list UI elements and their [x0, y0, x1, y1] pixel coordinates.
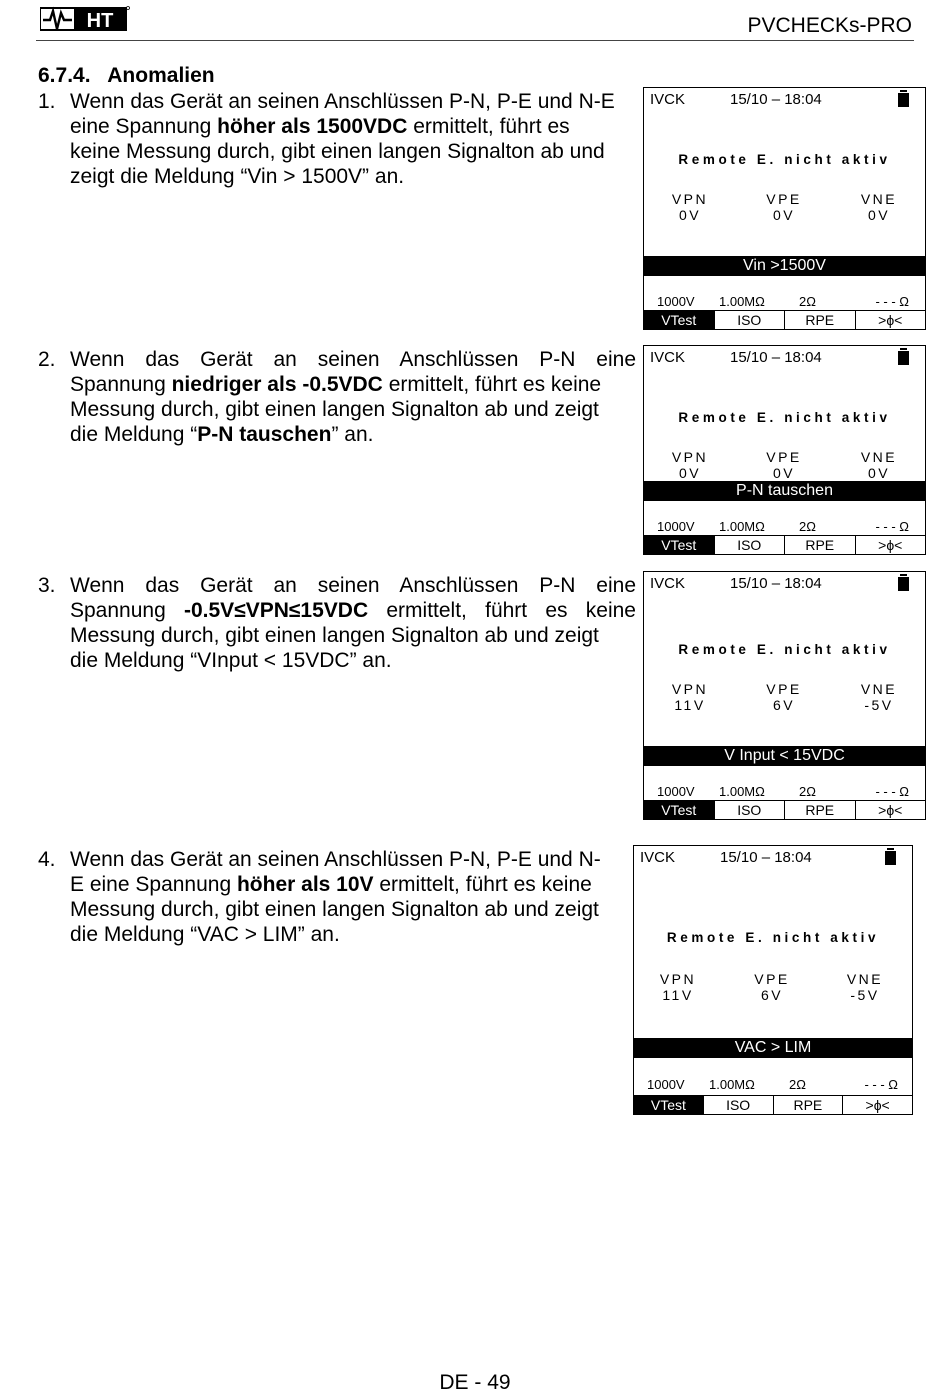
softkey-vtest[interactable]: VTest: [644, 311, 714, 329]
vpe-value: 0V: [772, 465, 796, 481]
vpn-value: 0V: [678, 207, 702, 223]
vpn-value: 0V: [678, 465, 702, 481]
ht-logo: [40, 4, 130, 34]
softkey-phase[interactable]: >ϕ<: [855, 536, 926, 554]
instrument-screen: [643, 345, 926, 555]
softkey-rpe[interactable]: RPE: [784, 311, 855, 329]
remote-status: Remote E. nicht aktiv: [678, 410, 891, 425]
vpe-value: 0V: [772, 207, 796, 223]
datetime-label: 15/10 – 18:04: [720, 849, 812, 866]
vne-value: 0V: [867, 207, 891, 223]
vpe-label: VPE: [766, 449, 802, 465]
svg-text:HT: HT: [86, 10, 114, 32]
softkey-phase[interactable]: >ϕ<: [855, 311, 926, 329]
list-item-text: Wenn das Gerät an seinen Anschlüssen P-N eine Spannung niedriger als -0.5VDC ermittelt, führt es keine Messung durch, gibt einen langen Signalton ab und zeigt die Meldung “P-N tauschen” an.: [70, 348, 636, 446]
softkey-rpe[interactable]: RPE: [784, 801, 855, 819]
vpe-label: VPE: [766, 191, 802, 207]
list-item-text: Wenn das Gerät an seinen Anschlüssen P-N eine Spannung -0.5V≤VPN≤15VDC ermittelt, führt es keine Messung durch, gibt einen langen Signalton ab und zeigt die Meldung “VInput < 15VDC” an.: [70, 574, 636, 672]
error-message-bar: P-N tauschen: [644, 481, 925, 501]
list-item-number: 3.: [38, 574, 56, 597]
remote-status: Remote E. nicht aktiv: [678, 642, 891, 657]
softkey-bar: [644, 535, 925, 554]
battery-icon: [898, 351, 909, 365]
parameter-row: 1000V 1.00MΩ 2Ω - - - Ω: [657, 294, 909, 309]
vne-value: 0V: [867, 465, 891, 481]
parameter-row: 1000V 1.00MΩ 2Ω - - - Ω: [657, 519, 909, 534]
mode-label: IVCK: [650, 349, 686, 366]
softkey-phase[interactable]: >ϕ<: [842, 1096, 912, 1114]
parameter-row: 1000V 1.00MΩ 2Ω - - - Ω: [647, 1077, 898, 1092]
page-number: DE - 49: [439, 1371, 511, 1394]
document-title: PVCHECKs-PRO: [747, 14, 912, 37]
parameter-row: 1000V 1.00MΩ 2Ω - - - Ω: [657, 784, 909, 799]
softkey-rpe[interactable]: RPE: [773, 1096, 843, 1114]
vpn-label: VPN: [671, 191, 709, 207]
vpn-value: 11V: [662, 987, 694, 1003]
vne-value: -5V: [864, 697, 894, 713]
softkey-phase[interactable]: >ϕ<: [855, 801, 926, 819]
section-heading: 6.7.4. Anomalien: [38, 64, 215, 87]
vpn-label: VPN: [671, 681, 709, 697]
vne-label: VNE: [860, 681, 898, 697]
softkey-iso[interactable]: ISO: [714, 536, 785, 554]
battery-icon: [898, 577, 909, 591]
mode-label: IVCK: [650, 575, 686, 592]
header-divider: [36, 40, 914, 41]
mode-label: IVCK: [640, 849, 676, 866]
softkey-iso[interactable]: ISO: [714, 311, 785, 329]
list-item-text: Wenn das Gerät an seinen Anschlüssen P-N, P-E und N- E eine Spannung höher als 10V ermittelt, führt es keine Messung durch, gibt einen langen Signalton ab und zeigt die Meldung “VAC > LIM” an.: [70, 848, 601, 946]
softkey-vtest[interactable]: VTest: [634, 1096, 703, 1114]
softkey-vtest[interactable]: VTest: [644, 536, 714, 554]
datetime-label: 15/10 – 18:04: [730, 575, 822, 592]
vpn-label: VPN: [671, 449, 709, 465]
softkey-vtest[interactable]: VTest: [644, 801, 714, 819]
remote-status: Remote E. nicht aktiv: [666, 930, 880, 945]
softkey-iso[interactable]: ISO: [703, 1096, 773, 1114]
vpe-label: VPE: [766, 681, 802, 697]
list-item-number: 4.: [38, 848, 56, 871]
error-message-bar: VAC > LIM: [634, 1038, 912, 1058]
softkey-bar: [644, 800, 925, 819]
list-item-number: 1.: [38, 90, 56, 113]
error-message-bar: V Input < 15VDC: [644, 746, 925, 766]
vpe-value: 6V: [760, 987, 784, 1003]
vne-label: VNE: [860, 191, 898, 207]
softkey-bar: [634, 1095, 912, 1114]
list-item-number: 2.: [38, 348, 56, 371]
vpn-value: 11V: [674, 697, 706, 713]
remote-status: Remote E. nicht aktiv: [678, 152, 891, 167]
vne-label: VNE: [860, 449, 898, 465]
vpe-label: VPE: [754, 971, 790, 987]
error-message-bar: Vin >1500V: [644, 256, 925, 276]
vne-label: VNE: [846, 971, 884, 987]
softkey-rpe[interactable]: RPE: [784, 536, 855, 554]
datetime-label: 15/10 – 18:04: [730, 349, 822, 366]
battery-icon: [898, 93, 909, 107]
list-item-text: Wenn das Gerät an seinen Anschlüssen P-N, P-E und N-E eine Spannung höher als 1500VDC ermittelt, führt es keine Messung durch, gibt einen langen Signalton ab und zeigt die Meldung “Vin > 1500V” an.: [70, 90, 615, 188]
datetime-label: 15/10 – 18:04: [730, 91, 822, 108]
softkey-iso[interactable]: ISO: [714, 801, 785, 819]
softkey-bar: [644, 310, 925, 329]
mode-label: IVCK: [650, 91, 686, 108]
vne-value: -5V: [850, 987, 880, 1003]
instrument-screen: [643, 87, 926, 330]
vpe-value: 6V: [772, 697, 796, 713]
instrument-screen: [643, 571, 926, 820]
battery-icon: [885, 851, 896, 865]
instrument-screen: [633, 845, 913, 1115]
vpn-label: VPN: [659, 971, 697, 987]
